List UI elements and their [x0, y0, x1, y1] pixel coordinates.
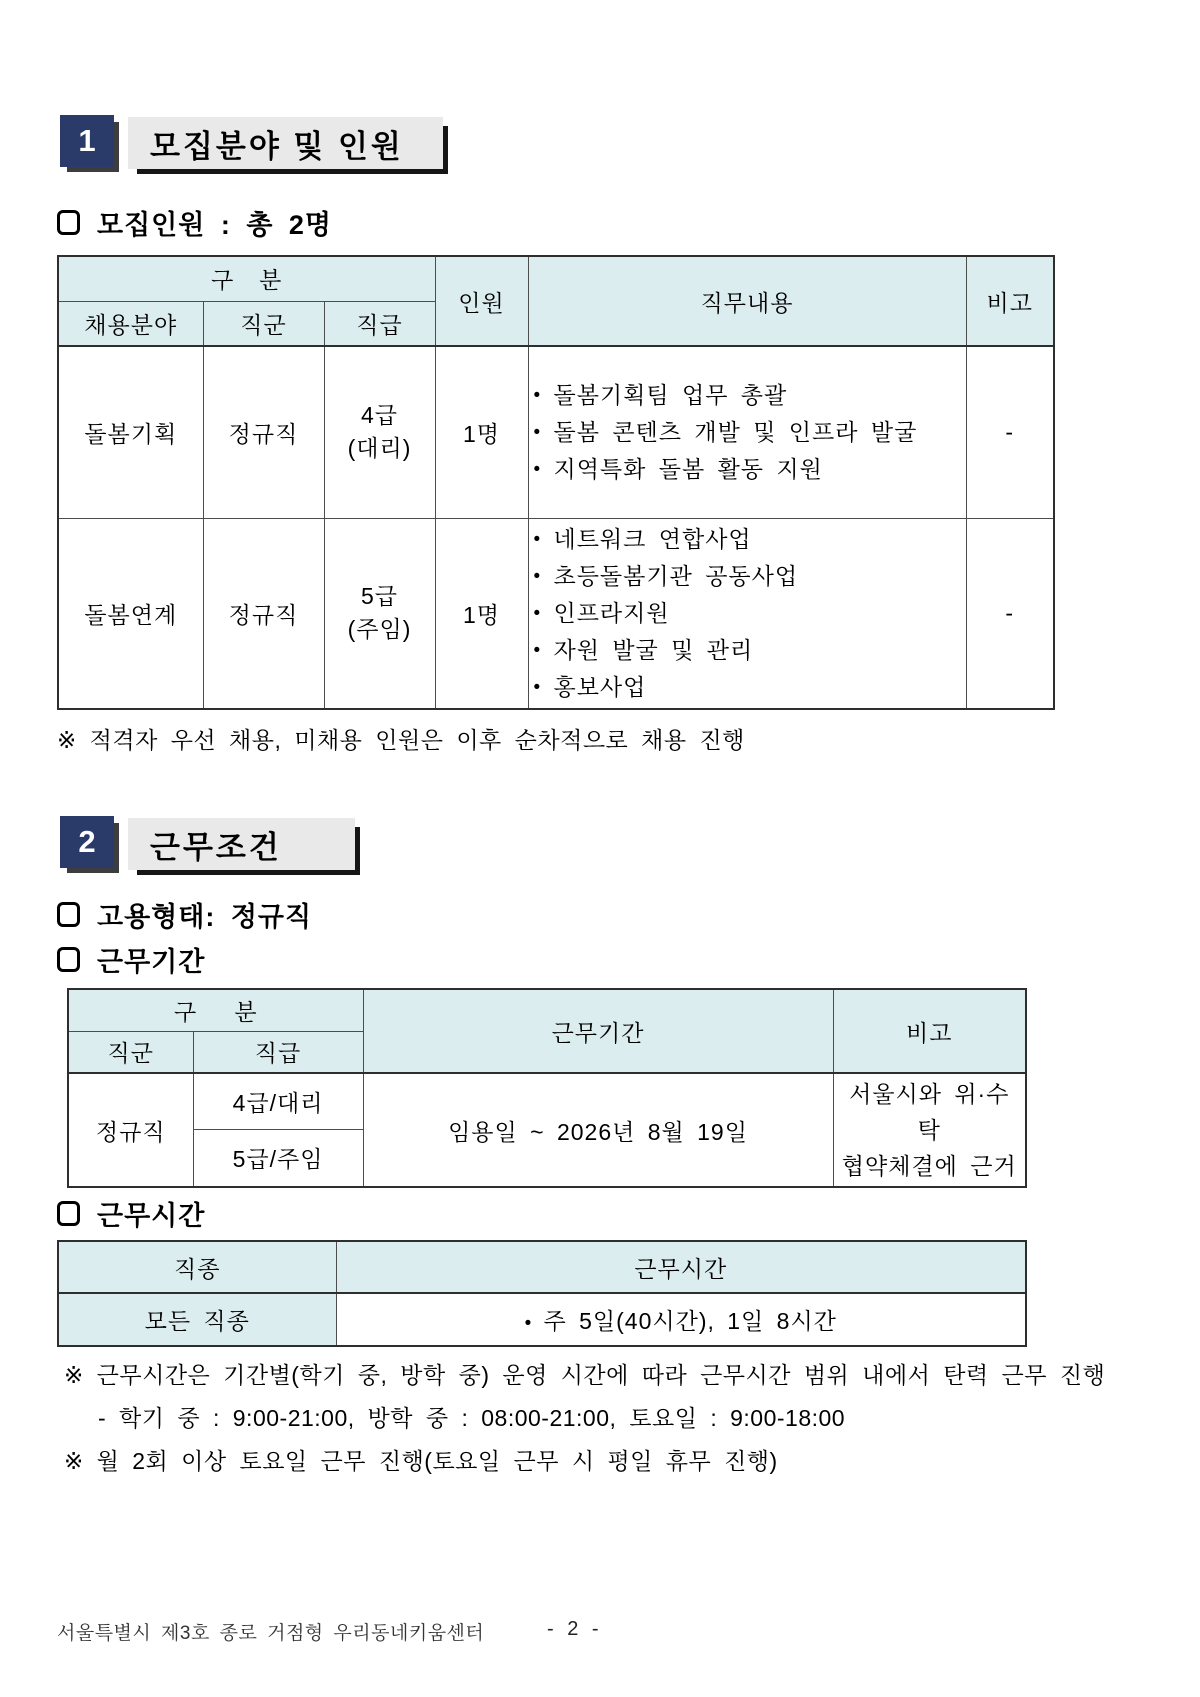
recruitment-row-2 — [58, 518, 1054, 709]
page-number: - 2 - — [547, 1618, 601, 1640]
hours-row — [58, 1293, 1026, 1346]
header-duties: 직무내용 — [528, 256, 966, 346]
header-note: 비고 — [966, 256, 1054, 346]
header-count: 인원 — [435, 256, 528, 346]
duties-list — [533, 377, 962, 488]
note-cell: - — [966, 518, 1054, 709]
period-header-row1 — [68, 989, 1026, 1031]
note-line2: 협약체결에 근거 — [841, 1153, 1017, 1179]
recruit-count-text: 모집인원 : 총 2명 — [97, 210, 333, 240]
work-hours-notes — [64, 1360, 1105, 1489]
job-group-cell: 정규직 — [68, 1073, 193, 1187]
header-period: 근무기간 — [363, 989, 833, 1073]
period-row-1 — [68, 1073, 1026, 1129]
grade-cell: 4급/대리 — [193, 1073, 363, 1129]
header-group: 구 분 — [68, 989, 363, 1031]
duty-item: • 인프라지원 — [533, 595, 962, 632]
page-footer — [57, 1618, 1147, 1645]
note-line1: 서울시와 위·수탁 — [849, 1081, 1010, 1143]
duty-item: • 초등돌봄기관 공동사업 — [533, 558, 962, 595]
employment-type-heading — [57, 895, 312, 934]
section2-number-badge — [60, 816, 114, 868]
job-type-cell: 모든 직종 — [58, 1293, 336, 1346]
work-hours-heading — [57, 1194, 205, 1233]
duty-item: • 자원 발굴 및 관리 — [533, 632, 962, 669]
square-bullet-icon — [57, 210, 80, 235]
section2-title: 근무조건 — [128, 818, 355, 870]
footer-left-text: 서울특별시 제3호 종로 거점형 우리동네키움센터 — [57, 1623, 485, 1644]
grade-cell — [324, 518, 435, 709]
header-job-group: 직군 — [68, 1031, 193, 1073]
grade-line1: 4급 — [360, 402, 398, 429]
field-cell: 돌봄기획 — [58, 346, 203, 518]
hours-header-row — [58, 1241, 1026, 1293]
section1-number-badge — [60, 115, 114, 167]
work-hours-table — [57, 1240, 1027, 1347]
duties-cell — [528, 346, 966, 518]
section1-footnote: ※ 적격자 우선 채용, 미채용 인원은 이후 순차적으로 채용 진행 — [57, 727, 745, 753]
grade-line1: 5급 — [360, 583, 398, 609]
header-job-type: 직종 — [58, 1241, 336, 1293]
duty-item: • 홍보사업 — [533, 669, 962, 706]
section1-title: 모집분야 및 인원 — [128, 117, 443, 169]
hours-cell — [336, 1293, 1026, 1346]
note-line: ※ 근무시간은 기간별(학기 중, 방학 중) 운영 시간에 따라 근무시간 범위 내에서 탄력 근무 진행 — [64, 1362, 1106, 1388]
header-job-group: 직군 — [203, 301, 324, 346]
recruitment-header-row1 — [58, 256, 1054, 301]
square-bullet-icon — [57, 947, 80, 972]
hours-value: • 주 5일(40시간), 1일 8시간 — [525, 1308, 837, 1334]
section1-header — [60, 115, 443, 169]
field-cell: 돌봄연계 — [58, 518, 203, 709]
grade-cell: 5급/주임 — [193, 1129, 363, 1187]
work-period-text: 근무기간 — [97, 947, 206, 977]
job-group-cell: 정규직 — [203, 346, 324, 518]
section2-number: 2 — [78, 824, 96, 859]
count-cell: 1명 — [435, 346, 528, 518]
square-bullet-icon — [57, 1201, 80, 1226]
employment-type-text: 고용형태: 정규직 — [97, 902, 313, 932]
header-group: 구 분 — [58, 256, 435, 301]
note-line: - 학기 중 : 9:00-21:00, 방학 중 : 08:00-21:00, 토요일 : 9:00-18:00 — [98, 1405, 846, 1431]
count-cell: 1명 — [435, 518, 528, 709]
duty-item: • 네트워크 연합사업 — [533, 521, 962, 558]
grade-line2: (주임) — [347, 616, 412, 642]
note-cell — [833, 1073, 1026, 1187]
header-field: 채용분야 — [58, 301, 203, 346]
section2-header — [60, 816, 355, 870]
period-cell: 임용일 ~ 2026년 8월 19일 — [363, 1073, 833, 1187]
recruit-count-heading — [57, 203, 332, 242]
duties-list — [533, 521, 962, 706]
job-group-cell: 정규직 — [203, 518, 324, 709]
work-period-heading — [57, 940, 205, 979]
header-grade: 직급 — [193, 1031, 363, 1073]
duty-item: • 돌봄 콘텐츠 개발 및 인프라 발굴 — [533, 414, 962, 451]
note-line: ※ 월 2회 이상 토요일 근무 진행(토요일 근무 시 평일 휴무 진행) — [64, 1448, 778, 1474]
grade-cell — [324, 346, 435, 518]
note-cell: - — [966, 346, 1054, 518]
duties-cell — [528, 518, 966, 709]
recruitment-table — [57, 255, 1055, 710]
grade-line2: (대리) — [347, 435, 412, 462]
header-note: 비고 — [833, 989, 1026, 1073]
work-hours-text: 근무시간 — [97, 1201, 206, 1231]
duty-item: • 지역특화 돌봄 활동 지원 — [533, 451, 962, 488]
section1-number: 1 — [78, 123, 96, 158]
work-period-table — [67, 988, 1027, 1188]
header-grade: 직급 — [324, 301, 435, 346]
duty-item: • 돌봄기획팀 업무 총괄 — [533, 377, 962, 414]
recruitment-row-1 — [58, 346, 1054, 518]
header-hours: 근무시간 — [336, 1241, 1026, 1293]
square-bullet-icon — [57, 902, 80, 927]
